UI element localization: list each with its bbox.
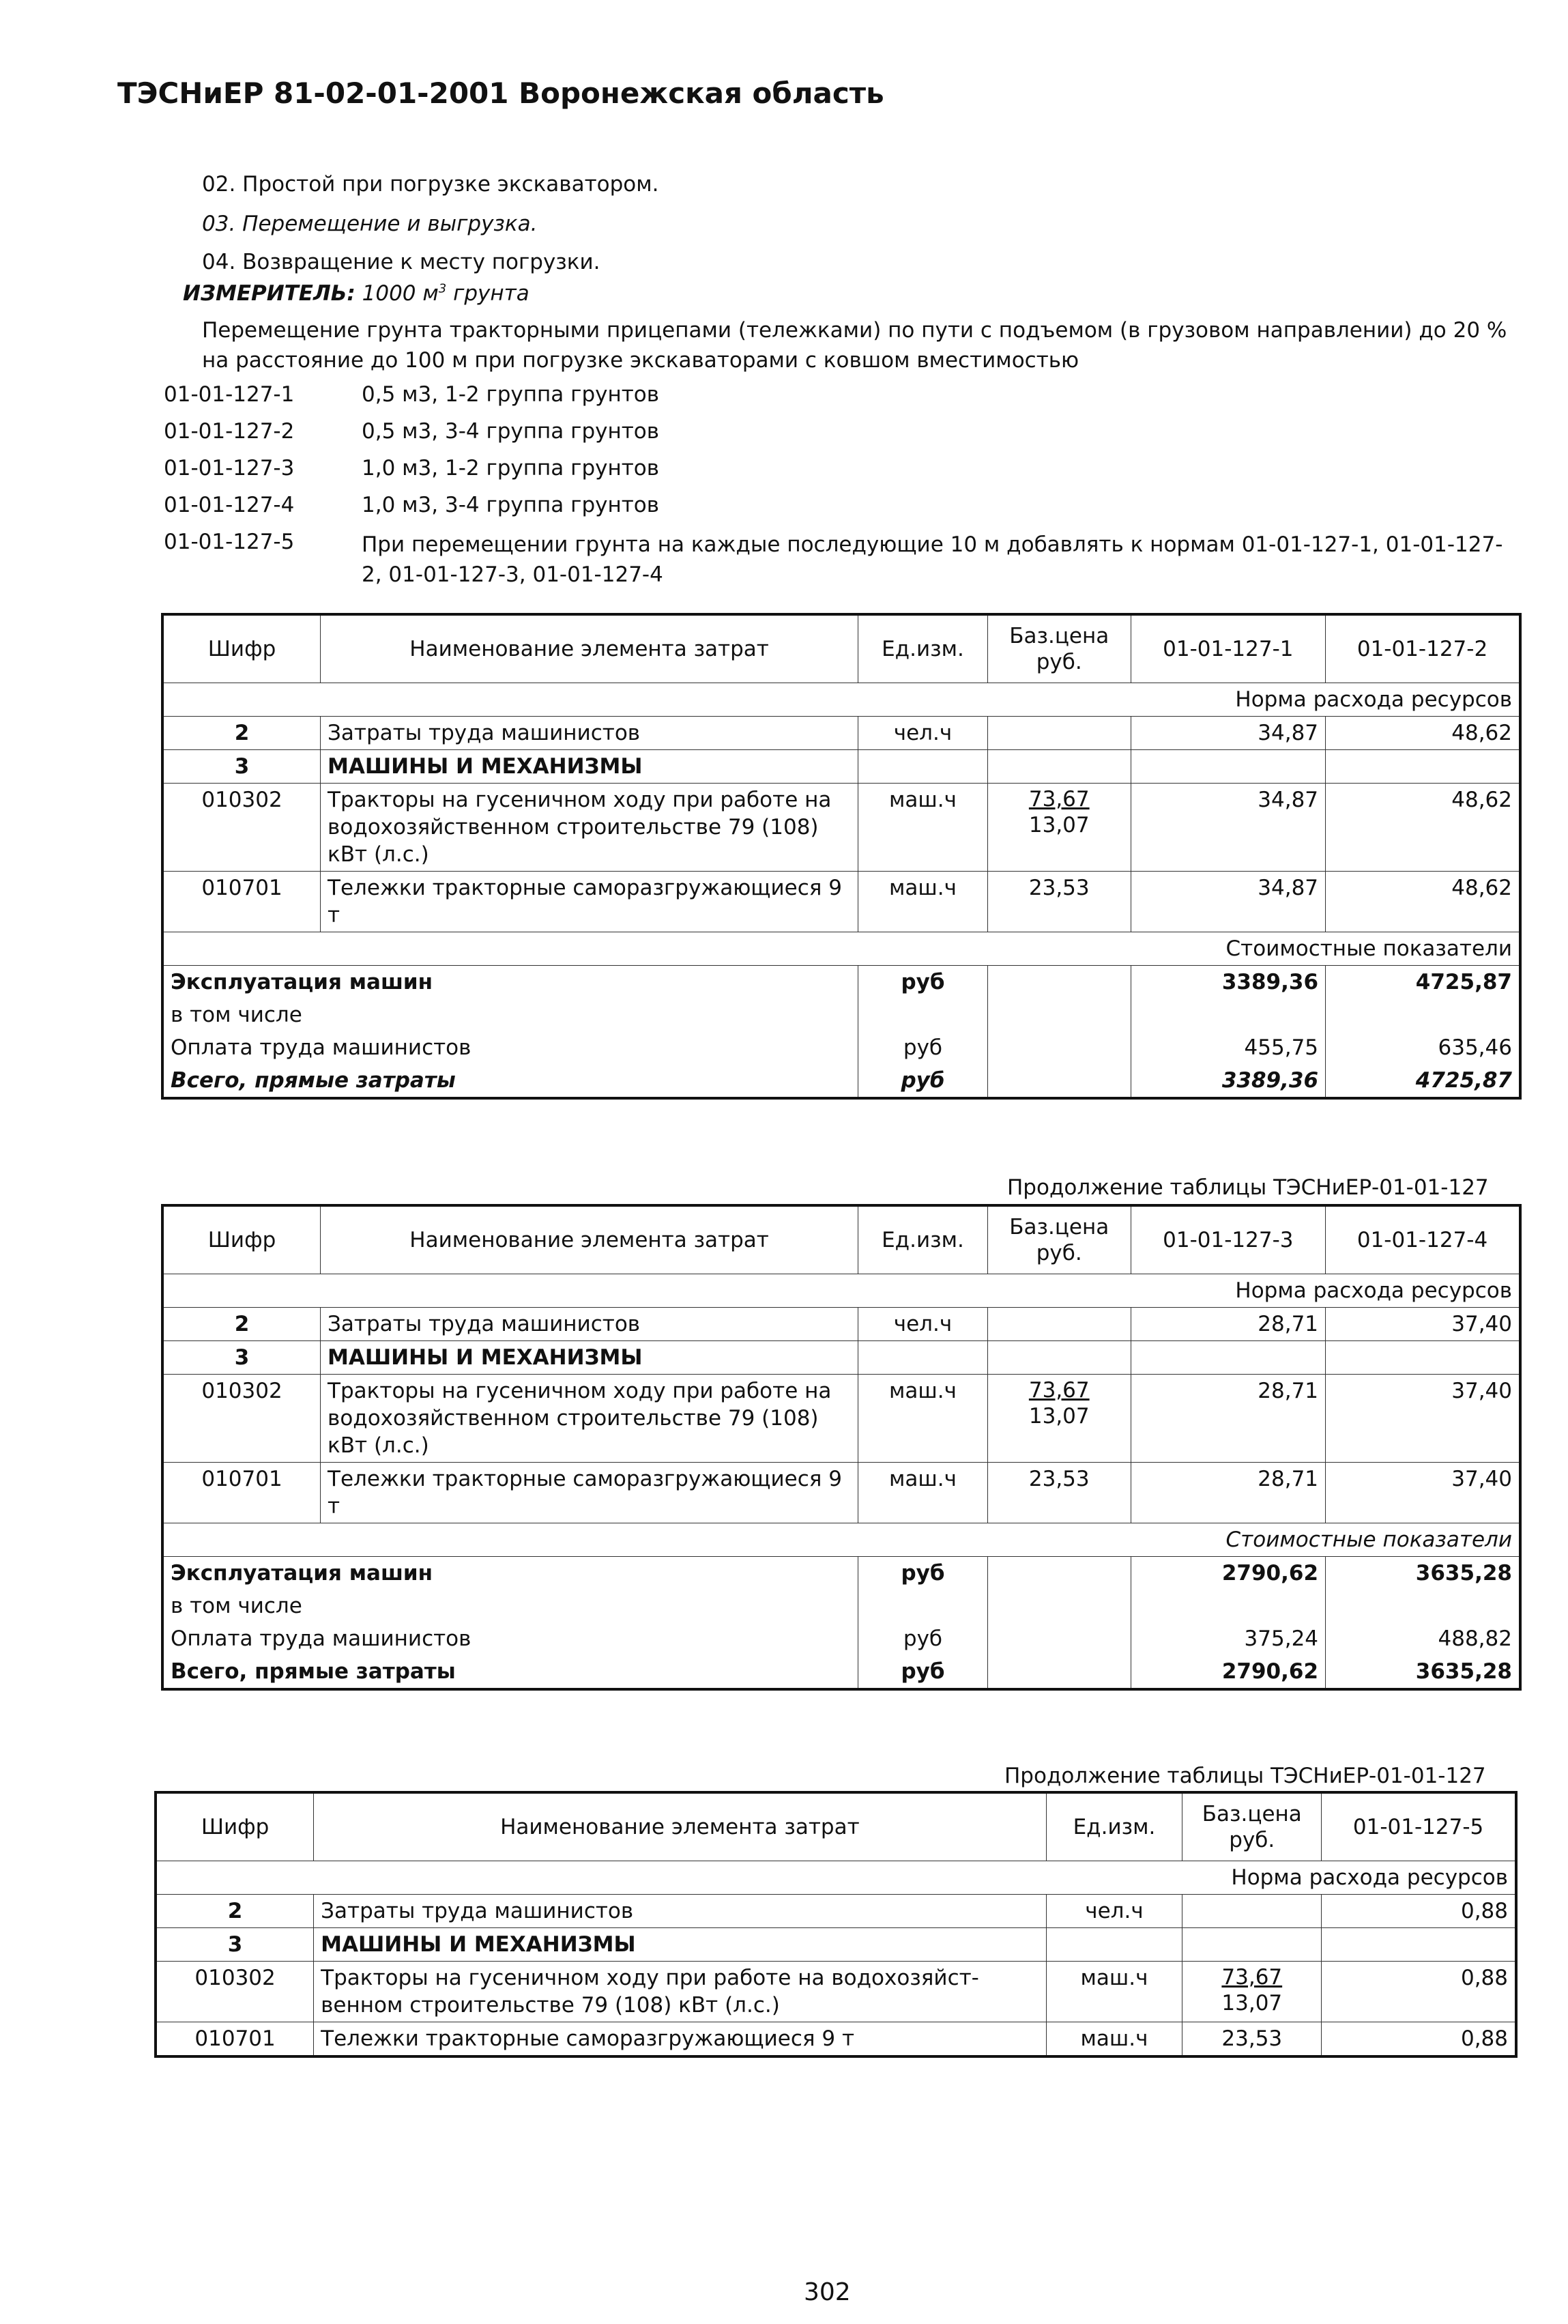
op-line: 02. Простой при погрузке экскаватором. bbox=[202, 172, 659, 197]
page-title: ТЭСНиЕР 81-02-01-2001 Воронежская область bbox=[117, 76, 884, 110]
row-value: 2790,62 bbox=[1131, 1557, 1325, 1590]
row-unit bbox=[858, 999, 988, 1031]
table-row bbox=[162, 1655, 1520, 1689]
row-name: МАШИНЫ И МЕХАНИЗМЫ bbox=[321, 1341, 858, 1375]
variant-code: 01-01-127-2 bbox=[164, 419, 295, 444]
row-value bbox=[1131, 1341, 1325, 1375]
row-unit: руб bbox=[858, 1622, 988, 1655]
row-value: 455,75 bbox=[1131, 1031, 1325, 1064]
row-code: 2 bbox=[156, 1895, 314, 1928]
row-value: 4725,87 bbox=[1326, 966, 1520, 999]
row-unit bbox=[1046, 1928, 1182, 1962]
header-name: Наименование элемента затрат bbox=[321, 1205, 858, 1274]
row-price bbox=[987, 1375, 1131, 1463]
table-row bbox=[162, 1064, 1520, 1098]
continuation-caption: Продолжение таблицы ТЭСНиЕР-01-01-127 bbox=[1004, 1764, 1486, 1788]
variant-desc: 0,5 м3, 3-4 группа грунтов bbox=[362, 419, 660, 444]
row-price bbox=[1182, 1895, 1322, 1928]
row-price: 23,53 bbox=[1182, 2022, 1322, 2057]
table-row bbox=[156, 1962, 1516, 2022]
table-row bbox=[162, 1622, 1520, 1655]
continuation-caption: Продолжение таблицы ТЭСНиЕР-01-01-127 bbox=[1007, 1175, 1489, 1200]
row-value: 0,88 bbox=[1322, 1895, 1516, 1928]
price-denominator: 13,07 bbox=[1028, 813, 1090, 837]
row-value: 34,87 bbox=[1131, 872, 1325, 932]
row-unit: чел.ч bbox=[1046, 1895, 1182, 1928]
row-value: 28,71 bbox=[1131, 1308, 1325, 1341]
row-price bbox=[987, 999, 1131, 1031]
row-value: 375,24 bbox=[1131, 1622, 1325, 1655]
norms-table-2 bbox=[161, 1204, 1522, 1691]
row-value: 37,40 bbox=[1326, 1463, 1520, 1523]
variant-code: 01-01-127-5 bbox=[164, 530, 295, 554]
row-name: Всего, прямые затраты bbox=[162, 1655, 858, 1689]
row-price bbox=[987, 966, 1131, 999]
row-name: Тележки тракторные саморазгружающиеся 9 т bbox=[314, 2022, 1046, 2057]
row-price bbox=[987, 1064, 1131, 1098]
row-unit: руб bbox=[858, 1557, 988, 1590]
row-value: 0,88 bbox=[1322, 2022, 1516, 2057]
measure-unit: грунта bbox=[453, 281, 529, 306]
table-row bbox=[162, 717, 1520, 750]
description: Перемещение грунта тракторными прицепами (тележками) по пути с подъемом (в грузовом направлении) до 20 % на расстояние до 100 м при погрузке экскаваторами с ковшом вместимостью bbox=[202, 318, 1507, 373]
table-row bbox=[162, 1557, 1520, 1590]
row-value: 0,88 bbox=[1322, 1962, 1516, 2022]
measure-line bbox=[183, 281, 529, 306]
row-value: 28,71 bbox=[1131, 1463, 1325, 1523]
row-code: 2 bbox=[162, 1308, 321, 1341]
row-unit: маш.ч bbox=[858, 784, 988, 872]
row-name: Эксплуатация машин bbox=[162, 966, 858, 999]
row-value bbox=[1131, 999, 1325, 1031]
row-unit: руб bbox=[858, 966, 988, 999]
row-value bbox=[1326, 999, 1520, 1031]
header-code: Шифр bbox=[162, 1205, 321, 1274]
row-value: 34,87 bbox=[1131, 784, 1325, 872]
row-value: 28,71 bbox=[1131, 1375, 1325, 1463]
row-name: Оплата труда машинистов bbox=[162, 1622, 858, 1655]
header-col-3: 01-01-127-3 bbox=[1131, 1205, 1325, 1274]
row-unit: маш.ч bbox=[858, 1463, 988, 1523]
table-row bbox=[162, 966, 1520, 999]
measure-label: ИЗМЕРИТЕЛЬ: bbox=[183, 281, 355, 306]
row-code: 3 bbox=[162, 1341, 321, 1375]
row-name: МАШИНЫ И МЕХАНИЗМЫ bbox=[321, 750, 858, 784]
variant-desc: 1,0 м3, 1-2 группа грунтов bbox=[362, 456, 660, 480]
row-value bbox=[1326, 1590, 1520, 1622]
row-unit: чел.ч bbox=[858, 717, 988, 750]
table-row bbox=[156, 1928, 1516, 1962]
row-name: Затраты труда машинистов bbox=[321, 717, 858, 750]
row-price bbox=[987, 1622, 1131, 1655]
header-price: Баз.цена руб. bbox=[1182, 1792, 1322, 1861]
row-code: 010701 bbox=[156, 2022, 314, 2057]
row-name: Тележки тракторные саморазгружающиеся 9 т bbox=[321, 1463, 858, 1523]
row-price bbox=[987, 784, 1131, 872]
price-numerator: 73,67 bbox=[1221, 1965, 1283, 1990]
measure-sup: 3 bbox=[438, 281, 447, 296]
row-value: 48,62 bbox=[1326, 872, 1520, 932]
row-name: Оплата труда машинистов bbox=[162, 1031, 858, 1064]
row-unit bbox=[858, 750, 988, 784]
variant-desc: 0,5 м3, 1-2 группа грунтов bbox=[362, 382, 660, 407]
price-denominator: 13,07 bbox=[1028, 1404, 1090, 1429]
row-value: 3389,36 bbox=[1131, 1064, 1325, 1098]
row-unit: чел.ч bbox=[858, 1308, 988, 1341]
row-value bbox=[1326, 750, 1520, 784]
table-row bbox=[162, 1031, 1520, 1064]
op-line: 04. Возвращение к месту погрузки. bbox=[202, 250, 600, 274]
section-cost: Стоимостные показатели bbox=[162, 1523, 1520, 1557]
header-col-2: 01-01-127-2 bbox=[1326, 614, 1520, 683]
row-value bbox=[1131, 750, 1325, 784]
header-code: Шифр bbox=[156, 1792, 314, 1861]
row-name: Тележки тракторные саморазгружающиеся 9 т bbox=[321, 872, 858, 932]
row-code: 010302 bbox=[162, 1375, 321, 1463]
row-unit: руб bbox=[858, 1031, 988, 1064]
variant-desc: При перемещении грунта на каждые последующие 10 м добавлять к нормам 01-01-127-1, 01-01-127-2, 01-01-127-3, 01-01-127-4 bbox=[362, 532, 1503, 587]
price-numerator: 73,67 bbox=[1028, 787, 1090, 812]
row-name: Тракторы на гусеничном ходу при работе на водохозяйственном строительстве 79 (108) кВт (л.с.) bbox=[321, 1375, 858, 1463]
row-value: 2790,62 bbox=[1131, 1655, 1325, 1689]
measure-value: 1000 м bbox=[362, 281, 439, 306]
header-col-4: 01-01-127-4 bbox=[1326, 1205, 1520, 1274]
row-value bbox=[1326, 1341, 1520, 1375]
row-unit: руб bbox=[858, 1064, 988, 1098]
row-unit: маш.ч bbox=[858, 1375, 988, 1463]
header-unit: Ед.изм. bbox=[1046, 1792, 1182, 1861]
row-price bbox=[987, 1031, 1131, 1064]
variant-desc: 1,0 м3, 3-4 группа грунтов bbox=[362, 493, 660, 517]
row-value: 3635,28 bbox=[1326, 1655, 1520, 1689]
row-price bbox=[987, 1590, 1131, 1622]
row-name: Всего, прямые затраты bbox=[162, 1064, 858, 1098]
header-code: Шифр bbox=[162, 614, 321, 683]
row-name: МАШИНЫ И МЕХАНИЗМЫ bbox=[314, 1928, 1046, 1962]
table-row bbox=[156, 2022, 1516, 2057]
row-code: 010302 bbox=[156, 1962, 314, 2022]
row-name: Затраты труда машинистов bbox=[321, 1308, 858, 1341]
header-unit: Ед.изм. bbox=[858, 614, 988, 683]
row-unit bbox=[858, 1590, 988, 1622]
norms-table-1 bbox=[161, 613, 1522, 1100]
row-unit bbox=[858, 1341, 988, 1375]
header-col-1: 01-01-127-1 bbox=[1131, 614, 1325, 683]
price-denominator: 13,07 bbox=[1221, 1991, 1283, 2015]
row-unit: руб bbox=[858, 1655, 988, 1689]
row-code: 010302 bbox=[162, 784, 321, 872]
row-code: 010701 bbox=[162, 1463, 321, 1523]
row-name: в том числе bbox=[162, 1590, 858, 1622]
variant-code: 01-01-127-3 bbox=[164, 456, 295, 480]
row-price bbox=[987, 1308, 1131, 1341]
row-price bbox=[987, 717, 1131, 750]
table-row bbox=[162, 750, 1520, 784]
row-price bbox=[1182, 1928, 1322, 1962]
row-value: 34,87 bbox=[1131, 717, 1325, 750]
row-unit: маш.ч bbox=[1046, 1962, 1182, 2022]
header-unit: Ед.изм. bbox=[858, 1205, 988, 1274]
row-price: 23,53 bbox=[987, 1463, 1131, 1523]
row-value: 3635,28 bbox=[1326, 1557, 1520, 1590]
row-name: в том числе bbox=[162, 999, 858, 1031]
variant-code: 01-01-127-1 bbox=[164, 382, 295, 407]
table-row bbox=[156, 1895, 1516, 1928]
row-value: 37,40 bbox=[1326, 1308, 1520, 1341]
row-name: Затраты труда машинистов bbox=[314, 1895, 1046, 1928]
row-value: 48,62 bbox=[1326, 784, 1520, 872]
header-name: Наименование элемента затрат bbox=[314, 1792, 1046, 1861]
row-price bbox=[987, 1341, 1131, 1375]
header-name: Наименование элемента затрат bbox=[321, 614, 858, 683]
header-price: Баз.цена руб. bbox=[987, 1205, 1131, 1274]
table-row bbox=[162, 999, 1520, 1031]
page-number: 302 bbox=[804, 2278, 851, 2306]
section-norm: Норма расхода ресурсов bbox=[156, 1861, 1516, 1895]
table-row bbox=[162, 1590, 1520, 1622]
row-name: Эксплуатация машин bbox=[162, 1557, 858, 1590]
op-line: 03. Перемещение и выгрузка. bbox=[202, 212, 538, 236]
row-unit: маш.ч bbox=[1046, 2022, 1182, 2057]
section-norm: Норма расхода ресурсов bbox=[162, 683, 1520, 717]
row-price: 23,53 bbox=[987, 872, 1131, 932]
row-value: 37,40 bbox=[1326, 1375, 1520, 1463]
variant-code: 01-01-127-4 bbox=[164, 493, 295, 517]
row-value: 3389,36 bbox=[1131, 966, 1325, 999]
row-price bbox=[1182, 1962, 1322, 2022]
price-numerator: 73,67 bbox=[1028, 1378, 1090, 1403]
row-value bbox=[1131, 1590, 1325, 1622]
row-value: 488,82 bbox=[1326, 1622, 1520, 1655]
row-name: Тракторы на гусеничном ходу при работе на водохозяйст-венном строительстве 79 (108) кВт (л.с.) bbox=[314, 1962, 1046, 2022]
table-row bbox=[162, 872, 1520, 932]
row-code: 3 bbox=[162, 750, 321, 784]
row-unit: маш.ч bbox=[858, 872, 988, 932]
table-row bbox=[162, 1375, 1520, 1463]
section-norm: Норма расхода ресурсов bbox=[162, 1274, 1520, 1308]
row-price bbox=[987, 1655, 1131, 1689]
section-cost: Стоимостные показатели bbox=[162, 932, 1520, 966]
row-code: 3 bbox=[156, 1928, 314, 1962]
row-value bbox=[1322, 1928, 1516, 1962]
table-row bbox=[162, 1463, 1520, 1523]
row-name: Тракторы на гусеничном ходу при работе на водохозяйственном строительстве 79 (108) кВт (л.с.) bbox=[321, 784, 858, 872]
table-row bbox=[162, 1308, 1520, 1341]
row-value: 48,62 bbox=[1326, 717, 1520, 750]
header-price: Баз.цена руб. bbox=[987, 614, 1131, 683]
table-row bbox=[162, 1341, 1520, 1375]
row-price bbox=[987, 1557, 1131, 1590]
row-value: 635,46 bbox=[1326, 1031, 1520, 1064]
norms-table-3 bbox=[154, 1791, 1518, 2058]
table-row bbox=[162, 784, 1520, 872]
row-price bbox=[987, 750, 1131, 784]
row-value: 4725,87 bbox=[1326, 1064, 1520, 1098]
row-code: 2 bbox=[162, 717, 321, 750]
row-code: 010701 bbox=[162, 872, 321, 932]
header-col-5: 01-01-127-5 bbox=[1322, 1792, 1516, 1861]
